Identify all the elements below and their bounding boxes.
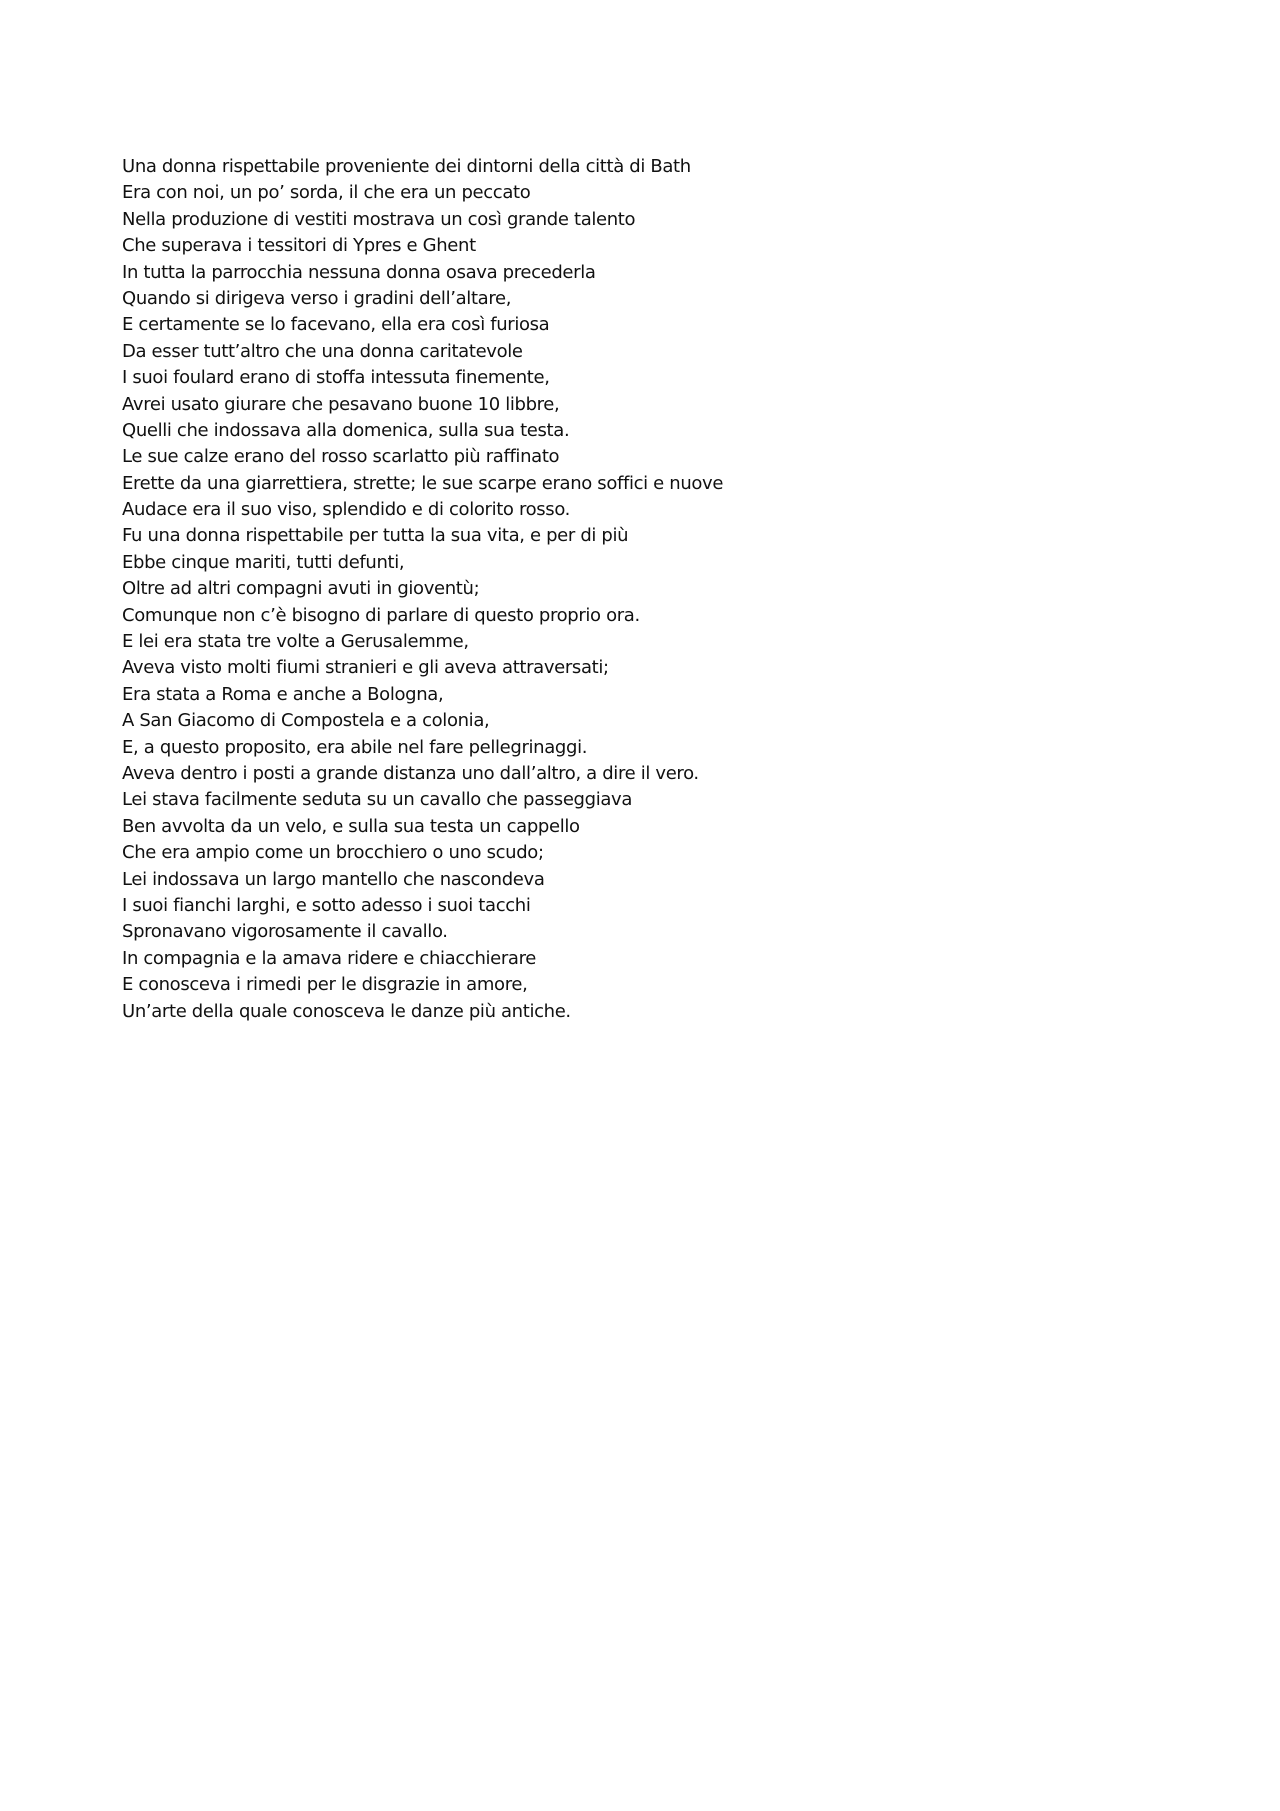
poem-line: I suoi fianchi larghi, e sotto adesso i suoi tacchi — [122, 894, 531, 916]
poem-line: Che superava i tessitori di Ypres e Ghent — [122, 235, 476, 257]
poem-line: Spronavano vigorosamente il cavallo. — [122, 921, 448, 943]
poem-line: Lei stava facilmente seduta su un cavallo che passeggiava — [122, 789, 633, 811]
poem-line: E lei era stata tre volte a Gerusalemme, — [122, 631, 469, 653]
poem-line: Avrei usato giurare che pesavano buone 10 libbre, — [122, 393, 560, 415]
poem-line: Fu una donna rispettabile per tutta la sua vita, e per di più — [122, 525, 629, 547]
poem-line: E certamente se lo facevano, ella era così furiosa — [122, 314, 550, 336]
poem-line: In tutta la parrocchia nessuna donna osava precederla — [122, 261, 596, 283]
poem-line: I suoi foulard erano di stoffa intessuta finemente, — [122, 367, 550, 389]
poem-line: Era stata a Roma e anche a Bologna, — [122, 683, 444, 705]
poem-text — [122, 154, 1122, 1025]
poem-line: Oltre ad altri compagni avuti in gioventù; — [122, 578, 480, 600]
poem-line: Comunque non c’è bisogno di parlare di questo proprio ora. — [122, 604, 640, 626]
poem-line: E, a questo proposito, era abile nel fare pellegrinaggi. — [122, 736, 588, 758]
poem-line: Che era ampio come un brocchiero o uno scudo; — [122, 842, 544, 864]
poem-line: Una donna rispettabile proveniente dei dintorni della città di Bath — [122, 156, 691, 177]
poem-line: Da esser tutt’altro che una donna caritatevole — [122, 340, 523, 362]
poem-line: Ben avvolta da un velo, e sulla sua testa un cappello — [122, 815, 580, 837]
poem-line: Le sue calze erano del rosso scarlatto più raffinato — [122, 446, 560, 468]
poem-line: Un’arte della quale conosceva le danze più antiche. — [122, 1000, 571, 1022]
poem-line: Lei indossava un largo mantello che nascondeva — [122, 868, 545, 890]
poem-line: E conosceva i rimedi per le disgrazie in amore, — [122, 974, 528, 996]
poem-line: Quando si dirigeva verso i gradini dell’altare, — [122, 287, 512, 309]
poem-line: Nella produzione di vestiti mostrava un così grande talento — [122, 208, 636, 230]
poem-line: Aveva dentro i posti a grande distanza uno dall’altro, a dire il vero. — [122, 762, 699, 784]
poem-line: Era con noi, un po’ sorda, il che era un peccato — [122, 182, 531, 204]
poem-line: A San Giacomo di Compostela e a colonia, — [122, 710, 490, 732]
poem-line: Aveva visto molti fiumi stranieri e gli aveva attraversati; — [122, 657, 609, 679]
poem-line: Ebbe cinque mariti, tutti defunti, — [122, 551, 405, 573]
poem-line: Erette da una giarrettiera, strette; le sue scarpe erano soffici e nuove — [122, 472, 724, 494]
poem-line: Quelli che indossava alla domenica, sulla sua testa. — [122, 419, 570, 441]
poem-line: Audace era il suo viso, splendido e di colorito rosso. — [122, 499, 571, 521]
poem-line: In compagnia e la amava ridere e chiacchierare — [122, 947, 536, 969]
